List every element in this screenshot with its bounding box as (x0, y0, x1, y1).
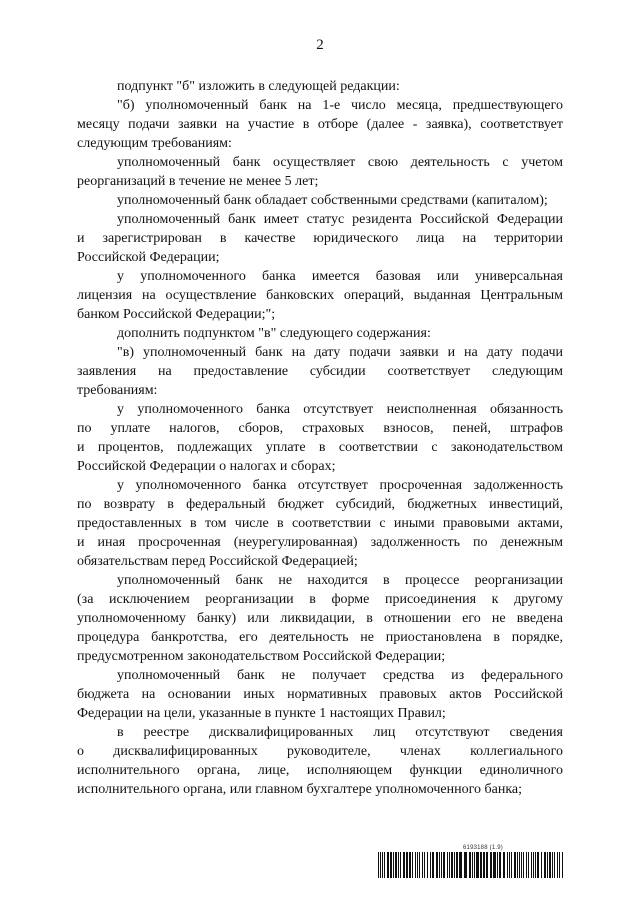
paragraph (77, 324, 563, 343)
paragraph-line: у уполномоченного банка отсутствует неисполненная обязанность (117, 402, 563, 417)
paragraph-line: лицензия на осуществление банковских операций, выданная Центральным (77, 288, 563, 303)
paragraph-line: бюджета на основании иных нормативных правовых актов Российской (77, 687, 563, 702)
paragraph (77, 96, 563, 153)
paragraph (77, 191, 563, 210)
paragraph-line: у уполномоченного банка отсутствует просроченная задолженность (117, 478, 563, 493)
document-body (77, 77, 563, 799)
paragraph-line: по уплате налогов, сборов, страховых взносов, пеней, штрафов (77, 421, 563, 436)
paragraph (77, 476, 563, 571)
paragraph-line: следующим требованиям: (77, 136, 232, 151)
paragraph-line: по возврату в федеральный бюджет субсидий, бюджетных инвестиций, (77, 497, 563, 512)
paragraph (77, 343, 563, 400)
paragraph-line: исполнительного органа, или главном бухгалтере уполномоченного банка; (77, 782, 523, 797)
paragraph-line: предоставленных в том числе в соответствии с иными правовыми актами, (77, 516, 563, 531)
paragraph-line: уполномоченный банк не находится в процессе реорганизации (117, 573, 563, 588)
paragraph-line: уполномоченному банку) или ликвидации, в отношении его не введена (77, 611, 563, 626)
paragraph-line: процедура банкротства, его деятельность не приостановлена в порядке, (77, 630, 563, 645)
paragraph-line: исполнительного органа, лице, исполняющем функции единоличного (77, 763, 563, 778)
paragraph-line: требованиям: (77, 383, 158, 398)
paragraph (77, 153, 563, 191)
paragraph-line: "в) уполномоченный банк на дату подачи заявки и на дату подачи (117, 345, 563, 360)
paragraph-line: реорганизаций в течение не менее 5 лет; (77, 174, 319, 189)
paragraph-line: уполномоченный банк обладает собственными средствами (капиталом); (117, 193, 548, 208)
paragraph (77, 77, 563, 96)
paragraph-line: и зарегистрирован в качестве юридического лица на территории (77, 231, 563, 246)
paragraph-line: и иная просроченная (неурегулированная) задолженность по денежным (77, 535, 563, 550)
paragraph-line: (за исключением реорганизации в форме присоединения к другому (77, 592, 563, 607)
paragraph (77, 267, 563, 324)
paragraph-line: "б) уполномоченный банк на 1-е число месяца, предшествующего (117, 98, 563, 113)
paragraph (77, 571, 563, 666)
paragraph-line: банком Российской Федерации;"; (77, 307, 276, 322)
page-number: 2 (316, 37, 324, 53)
paragraph-line: уполномоченный банк имеет статус резидента Российской Федерации (117, 212, 563, 227)
paragraph-line: дополнить подпунктом "в" следующего содержания: (117, 326, 431, 341)
paragraph (77, 400, 563, 476)
paragraph-line: заявления на предоставление субсидии соответствует следующим (77, 364, 563, 379)
paragraph-line: уполномоченный банк осуществляет свою деятельность с учетом (117, 155, 563, 170)
paragraph-line: обязательствам перед Российской Федерацией; (77, 554, 358, 569)
paragraph (77, 666, 563, 723)
paragraph-line: уполномоченный банк не получает средства из федерального (117, 668, 563, 683)
document-id: 6193188 (1.9) (463, 845, 503, 851)
paragraph-line: у уполномоченного банка имеется базовая или универсальная (117, 269, 563, 284)
paragraph-line: в реестре дисквалифицированных лиц отсутствуют сведения (117, 725, 563, 740)
paragraph (77, 210, 563, 267)
paragraph-line: Российской Федерации; (77, 250, 220, 265)
paragraph-line: Федерации на цели, указанные в пункте 1 настоящих Правил; (77, 706, 446, 721)
paragraph-line: месяцу подачи заявки на участие в отборе (далее - заявка), соответствует (77, 117, 563, 132)
paragraph-line: подпункт "б" изложить в следующей редакции: (117, 79, 400, 94)
paragraph-line: Российской Федерации о налогах и сборах; (77, 459, 336, 474)
paragraph-line: и процентов, подлежащих уплате в соответствии с законодательством (77, 440, 563, 455)
paragraph-line: о дисквалифицированных руководителе, членах коллегиального (77, 744, 563, 759)
barcode (378, 852, 564, 878)
paragraph (77, 723, 563, 799)
paragraph-line: предусмотренном законодательством Российской Федерации; (77, 649, 446, 664)
